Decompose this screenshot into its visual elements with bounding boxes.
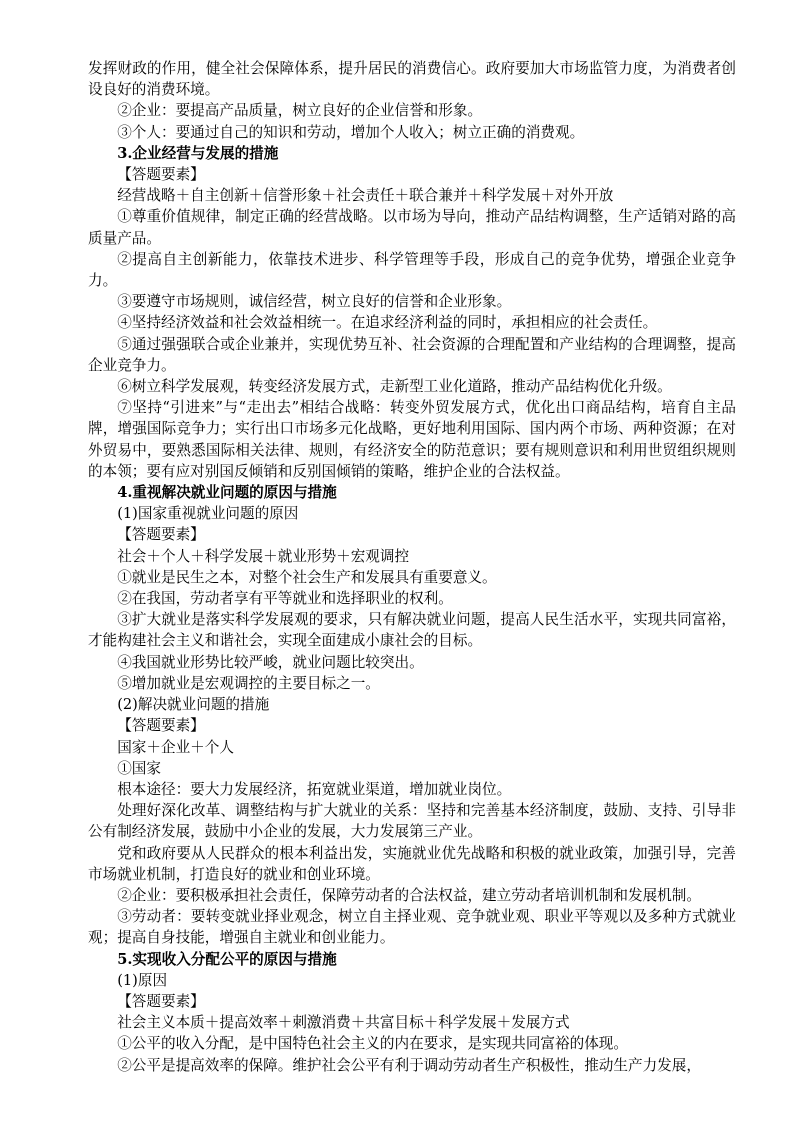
paragraph: 社会主义本质＋提高效率＋刺激消费＋共富目标＋科学发展＋发展方式	[117, 1014, 570, 1032]
paragraph: ②企业：要积极承担社会责任，保障劳动者的合法权益，建立劳动者培训机制和发展机制。	[117, 886, 701, 904]
paragraph: ③个人：要通过自己的知识和劳动，增加个人收入；树立正确的消费观。	[117, 123, 585, 141]
paragraph: ⑥树立科学发展观，转变经济发展方式，走新型工业化道路，推动产品结构优化升级。	[117, 378, 672, 396]
paragraph: ③扩大就业是落实科学发展观的要求，只有解决就业问题，提高人民生活水平，实现共同富裕，才能构建社会主义和谐社会，实现全面建成小康社会的目标。	[88, 611, 736, 650]
paragraph: 国家＋企业＋个人	[117, 738, 234, 756]
paragraph: ④我国就业形势比较严峻，就业问题比较突出。	[117, 653, 424, 671]
paragraph: ④坚持经济效益和社会效益相统一。在追求经济利益的同时，承担相应的社会责任。	[117, 314, 658, 332]
section-heading: 4.重视解决就业问题的原因与措施	[117, 484, 337, 502]
paragraph: ⑤增加就业是宏观调控的主要目标之一。	[117, 674, 380, 692]
paragraph: ②企业：要提高产品质量，树立良好的企业信誉和形象。	[117, 102, 483, 120]
section-heading: 5.实现收入分配公平的原因与措施	[117, 950, 337, 968]
paragraph: ③要遵守市场规则，诚信经营，树立良好的信誉和企业形象。	[117, 293, 512, 311]
paragraph: 处理好深化改革、调整结构与扩大就业的关系：坚持和完善基本经济制度，鼓励、支持、引导非公有制经济发展，鼓励中小企业的发展，大力发展第三产业。	[88, 802, 736, 841]
paragraph: 发挥财政的作用，健全社会保障体系，提升居民的消费信心。政府要加大市场监管力度，为消费者创设良好的消费环境。	[88, 60, 736, 99]
paragraph: 党和政府要从人民群众的根本利益出发，实施就业优先战略和积极的就业政策，加强引导，完善市场就业机制，打造良好的就业和创业环境。	[88, 844, 736, 883]
paragraph: ①公平的收入分配，是中国特色社会主义的内在要求，是实现共同富裕的体现。	[117, 1035, 628, 1053]
paragraph: 【答题要素】	[117, 166, 205, 184]
paragraph: 【答题要素】	[117, 992, 205, 1010]
paragraph: (1)国家重视就业问题的原因	[117, 505, 299, 523]
paragraph: (1)原因	[117, 971, 168, 989]
paragraph: 根本途径：要大力发展经济，拓宽就业渠道，增加就业岗位。	[117, 780, 512, 798]
section-heading: 3.企业经营与发展的措施	[117, 144, 279, 162]
paragraph: ①就业是民生之本，对整个社会生产和发展具有重要意义。	[117, 568, 497, 586]
paragraph: ②在我国，劳动者享有平等就业和选择职业的权利。	[117, 590, 453, 608]
paragraph: ①国家	[117, 759, 161, 777]
paragraph: 【答题要素】	[117, 526, 205, 544]
paragraph: ⑦坚持“引进来”与“走出去”相结合战略：转变外贸发展方式，优化出口商品结构，培育自主品牌，增强国际竞争力；实行出口市场多元化战略，更好地利用国际、国内两个市场、两种资源；在对外贸易中，要熟悉国际相关法律、规则，有经济安全的防范意识；要有规则意识和利用世贸组织规则的本领；要有应对别国反倾销和反别国倾销的策略，维护企业的合法权益。	[88, 399, 736, 480]
paragraph: ②公平是提高效率的保障。维护社会公平有利于调动劳动者生产积极性，推动生产力发展，	[117, 1056, 701, 1074]
paragraph: ③劳动者：要转变就业择业观念，树立自主择业观、竞争就业观、职业平等观以及多种方式就业观；提高自身技能，增强自主就业和创业能力。	[88, 908, 736, 947]
paragraph: (2)解决就业问题的措施	[117, 696, 270, 714]
paragraph: ⑤通过强强联合或企业兼并，实现优势互补、社会资源的合理配置和产业结构的合理调整，提高企业竞争力。	[88, 335, 736, 374]
paragraph: 社会＋个人＋科学发展＋就业形势＋宏观调控	[117, 547, 410, 565]
document-page	[88, 58, 736, 1076]
paragraph: 【答题要素】	[117, 717, 205, 735]
paragraph: ②提高自主创新能力，依靠技术进步、科学管理等手段，形成自己的竞争优势，增强企业竞争力。	[88, 250, 736, 290]
paragraph: 经营战略＋自主创新＋信誉形象＋社会责任＋联合兼并＋科学发展＋对外开放	[117, 187, 614, 205]
paragraph: ①尊重价值规律，制定正确的经营战略。以市场为导向，推动产品结构调整，生产适销对路的高质量产品。	[88, 208, 736, 247]
